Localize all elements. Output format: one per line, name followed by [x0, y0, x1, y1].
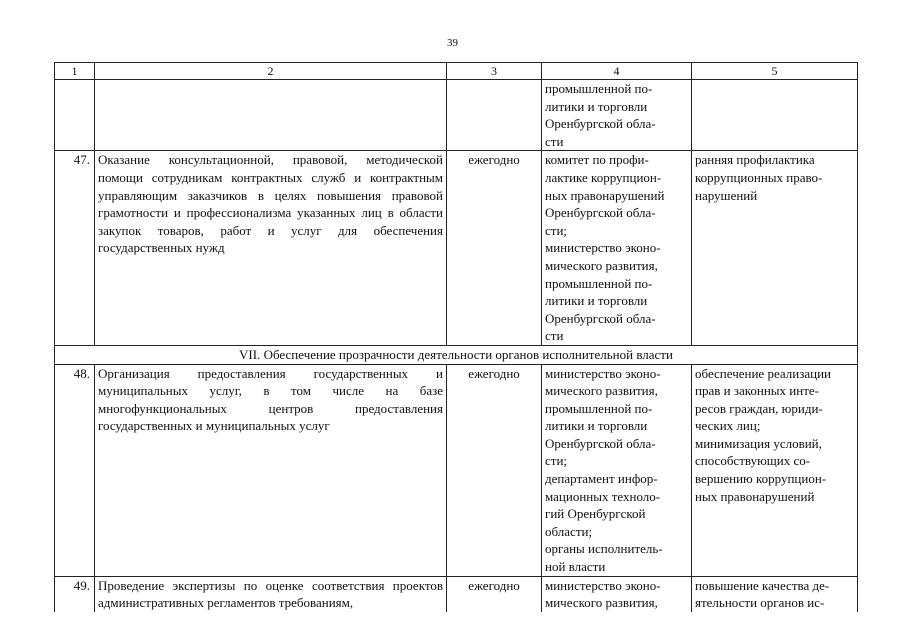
- table-row: [55, 151, 858, 346]
- row-number: 48.: [55, 364, 95, 576]
- table-row: [55, 364, 858, 576]
- column-number-4: 4: [542, 63, 692, 80]
- column-number-1: 1: [55, 63, 95, 80]
- continuation-period-cell: [447, 80, 542, 151]
- measure-period: ежегодно: [447, 151, 542, 346]
- column-number-3: 3: [447, 63, 542, 80]
- continuation-desc-cell: [95, 80, 447, 151]
- continuation-result-cell: [692, 80, 858, 151]
- continuation-num-cell: [55, 80, 95, 151]
- measure-description: Оказание консультационной, правовой, методической помощи сотрудникам контрактных служб и контрактным управляющим заказчиков в целях повышения правовой грамотности и профессионализма указанных лиц в области закупок товаров, работ и услуг для обеспечения государственных нужд: [95, 151, 447, 346]
- column-number-2: 2: [95, 63, 447, 80]
- measure-responsible: министерство эконо- мического развития, промышленной по- литики и торговли Оренбургской обла- сти; департамент инфор- мационных техноло- гий Оренбургской области; органы исполнитель- ной власти: [542, 364, 692, 576]
- measure-period: ежегодно: [447, 576, 542, 612]
- measure-responsible: комитет по профи- лактике коррупцион- ных правонарушений Оренбургской обла- сти; министерство эконо- мического развития, промышленной по- литики и торговли Оренбургской обла- сти: [542, 151, 692, 346]
- measure-result: ранняя профилактика коррупционных право- нарушений: [692, 151, 858, 346]
- measures-table: [54, 62, 858, 612]
- row-number: 49.: [55, 576, 95, 612]
- measure-responsible: министерство эконо- мического развития,: [542, 576, 692, 612]
- section-heading: VII. Обеспечение прозрачности деятельности органов исполнительной власти: [55, 345, 858, 364]
- continuation-responsible: промышленной по- литики и торговли Оренбургской обла- сти: [542, 80, 692, 151]
- measure-result: повышение качества де- ятельности органов ис-: [692, 576, 858, 612]
- page-number: 39: [447, 37, 458, 49]
- column-number-5: 5: [692, 63, 858, 80]
- measure-description: Проведение экспертизы по оценке соответствия проектов административных регламентов требованиям,: [95, 576, 447, 612]
- measure-result: обеспечение реализации прав и законных инте- ресов граждан, юриди- ческих лиц; минимизация условий, способствующих со- вершению коррупцион- ных правонарушений: [692, 364, 858, 576]
- table-row: [55, 576, 858, 612]
- continuation-row: [55, 80, 858, 151]
- section-row: [55, 345, 858, 364]
- measure-period: ежегодно: [447, 364, 542, 576]
- column-number-row: [55, 63, 858, 80]
- row-number: 47.: [55, 151, 95, 346]
- measure-description: Организация предоставления государственных и муниципальных услуг, в том числе на базе многофункциональных центров предоставления государственных и муниципальных услуг: [95, 364, 447, 576]
